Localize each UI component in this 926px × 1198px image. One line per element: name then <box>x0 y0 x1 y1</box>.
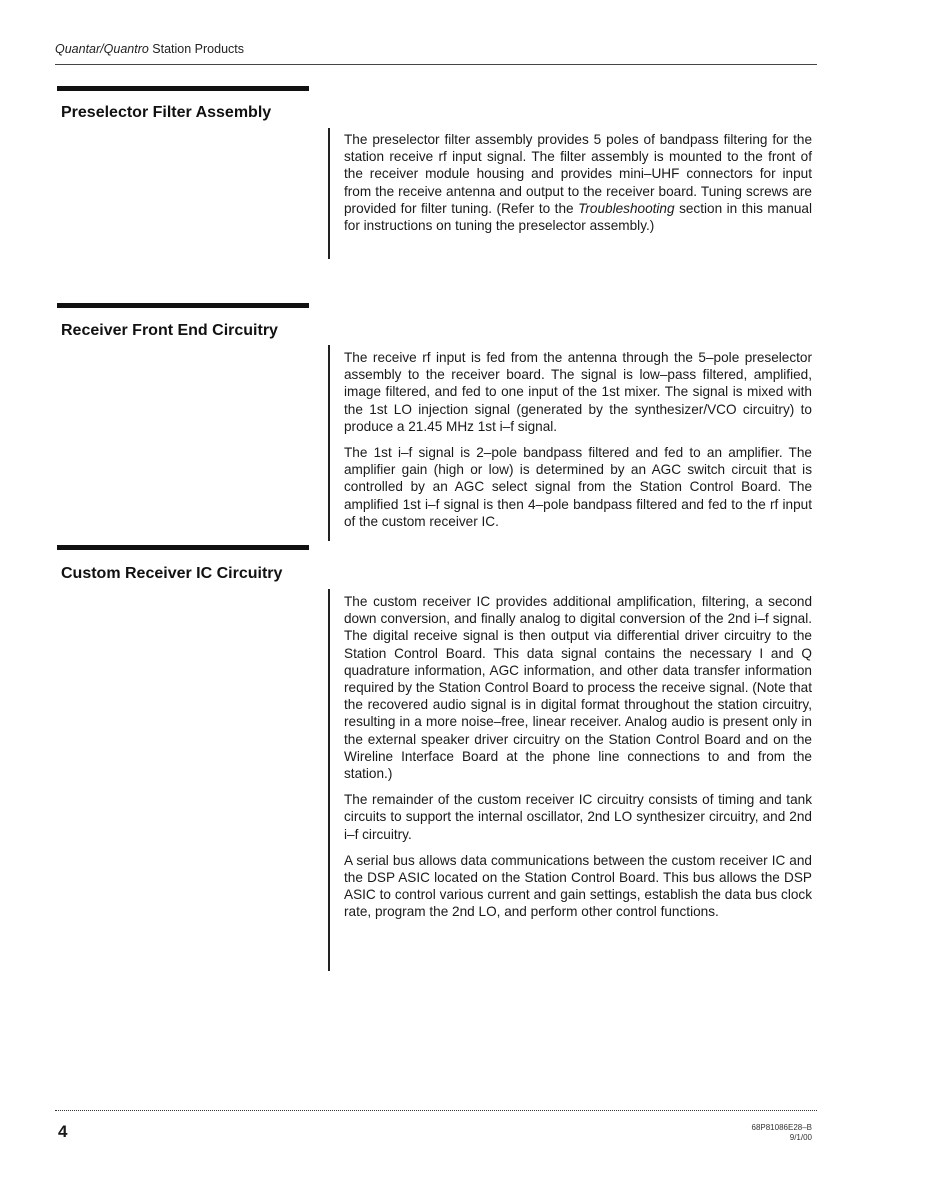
section-bar-custom-ic <box>57 545 309 550</box>
document-date: 9/1/00 <box>789 1133 812 1142</box>
section-bar-front-end <box>57 303 309 308</box>
section-title-preselector: Preselector Filter Assembly <box>61 104 272 121</box>
paragraph: The 1st i–f signal is 2–pole bandpass filtered and fed to an amplifier. The amplifier gain (high or low) is determined by an AGC switch circuit that is controlled by an AGC select signal from the Station Control Board. The amplified 1st i–f signal is then 4–pole bandpass filtered and fed to the rf input of the custom receiver IC. <box>344 445 812 529</box>
paragraph-text: section in this manual for instructions on tuning the preselector assembly.) <box>344 200 812 234</box>
header-brand-rest: Station Products <box>148 42 245 56</box>
paragraph: A serial bus allows data communications between the custom receiver IC and the DSP ASIC located on the Station Control Board. This bus allows the DSP ASIC to control various current and gain settings, establish the data bus clock rate, program the 2nd LO, and perform other control functions. <box>344 852 812 920</box>
paragraph: The receive rf input is fed from the antenna through the 5–pole preselector assembly to the receiver board. The signal is low–pass filtered, amplified, image filtered, and fed to one input of the 1st mixer. The signal is mixed with the 1st LO injection signal (generated by the synthesizer/VCO circuitry) to produce a 21.45 MHz 1st i–f signal. <box>344 350 812 434</box>
paragraph-text: The preselector filter assembly provides 5 poles of bandpass filtering for the station receive rf input signal. The filter assembly is mounted to the front of the receiver module housing and provides mini–UHF connectors for input from the receive antenna and output to the receiver board. Tuning screws are provided for filter tuning. (Refer to the <box>344 132 812 216</box>
running-header <box>55 42 244 56</box>
section-body-preselector <box>344 131 812 243</box>
section-title-front-end: Receiver Front End Circuitry <box>61 322 278 339</box>
document-code <box>752 1123 813 1143</box>
section-body-front-end <box>344 349 812 539</box>
change-bar-preselector <box>328 128 330 259</box>
paragraph <box>344 131 812 234</box>
paragraph: The remainder of the custom receiver IC circuitry consists of timing and tank circuits to support the internal oscillator, 2nd LO synthesizer circuitry, and 2nd i–f circuitry. <box>344 792 812 842</box>
paragraph: The custom receiver IC provides additional amplification, filtering, a second down conversion, and finally analog to digital conversion of the 2nd i–f signal. The digital receive signal is then output via differential driver circuitry to the Station Control Board. This data signal contains the necessary I and Q quadrature information, AGC information, and other data transfer information required by the Station Control Board to process the receive signal. (Note that the recovered audio signal is in digital format throughout the station circuitry, resulting in a more noise–free, linear receiver. Analog audio is present only in the external speaker driver circuitry on the Station Control Board and on the Wireline Interface Board at the phone line connections to and from the station.) <box>344 594 812 782</box>
header-rule <box>55 64 817 65</box>
section-bar-preselector <box>57 86 309 91</box>
page-number: 4 <box>58 1122 68 1141</box>
section-title-custom-ic: Custom Receiver IC Circuitry <box>61 565 283 582</box>
section-body-custom-ic <box>344 593 812 930</box>
troubleshooting-reference: Troubleshooting <box>578 200 675 216</box>
document-number: 68P81086E28–B <box>751 1123 812 1132</box>
change-bar-custom-ic <box>328 589 330 971</box>
header-brand-italic: Quantar/Quantro <box>55 42 149 56</box>
change-bar-front-end <box>328 345 330 541</box>
footer-rule <box>55 1110 817 1111</box>
